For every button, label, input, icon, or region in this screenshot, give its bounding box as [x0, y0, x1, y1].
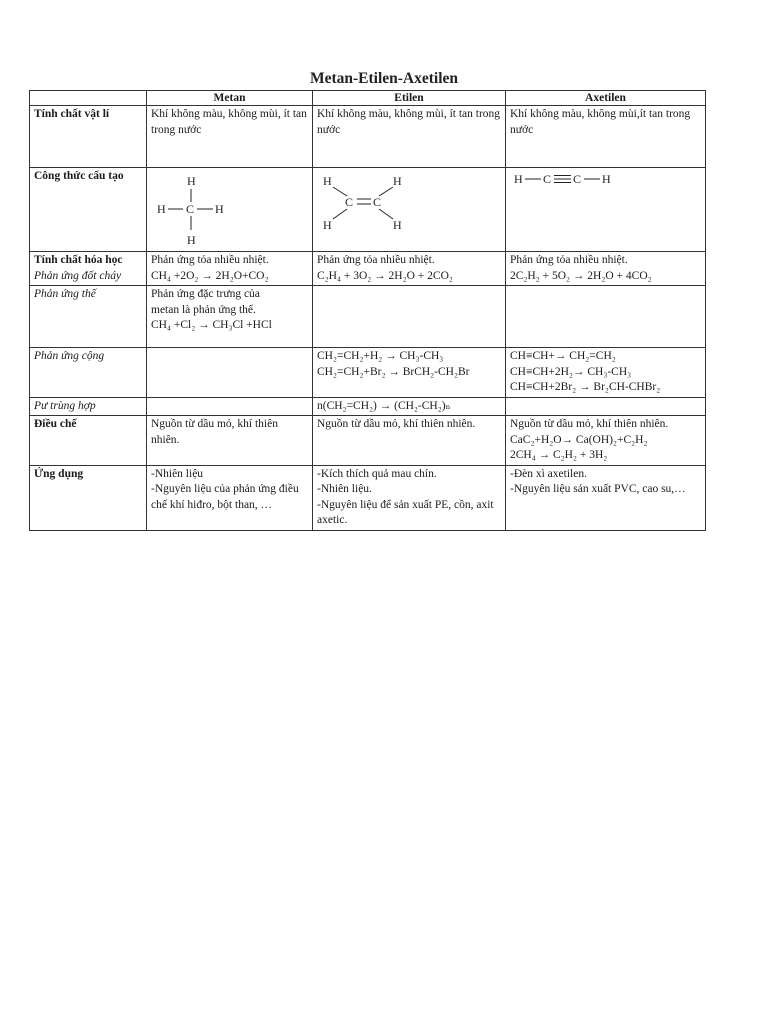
- cell-combustion-etilen: [313, 252, 506, 286]
- combustion-axetilen-equation: 2C₂H₂ + 5O₂ → 2H₂O + 4CO₂: [510, 269, 652, 282]
- metan-atom-h-bottom: H: [187, 233, 196, 247]
- metan-atom-h-left: H: [157, 202, 166, 216]
- cell-polymer-metan: [147, 397, 313, 416]
- etilen-atom-h3: H: [323, 218, 332, 232]
- row-label-polymerization: Pư trùng hợp: [30, 397, 147, 416]
- application-metan-item-2: -Nguyên liệu của phản ứng điều chế khí hiđro, bột than, …: [151, 483, 299, 511]
- preparation-axetilen-equation-2: 2CH₄ → C₂H₂ + 3H₂: [510, 449, 608, 461]
- metan-atom-h-top: H: [187, 174, 196, 188]
- axetilen-atom-h1: H: [514, 172, 523, 186]
- comparison-table: [29, 90, 706, 531]
- application-metan-item-1: -Nhiên liệu: [151, 467, 204, 480]
- header-axetilen: Axetilen: [506, 91, 706, 106]
- application-axetilen-item-1: -Đèn xì axetilen.: [510, 467, 587, 480]
- row-label-preparation: Điều chế: [30, 416, 147, 466]
- combustion-etilen-equation: C₂H₄ + 3O₂ → 2H₂O + 2CO₂: [317, 269, 453, 282]
- combustion-etilen-note: Phản ứng tỏa nhiều nhiệt.: [317, 254, 435, 266]
- substitution-metan-equation: CH₄ +Cl₂ → CH₃Cl +HCl: [151, 319, 272, 331]
- etilen-atom-h2: H: [393, 174, 402, 188]
- cell-substitution-etilen: [313, 286, 506, 348]
- axetilen-atom-c2: C: [573, 172, 582, 186]
- row-chemical-properties: [30, 252, 706, 286]
- cell-physical-axetilen: Khí không màu, không mùi,ít tan trong nước: [506, 106, 706, 168]
- addition-etilen-equation-2: CH₂=CH₂+Br₂ → BrCH₂-CH₂Br: [317, 365, 470, 378]
- cell-preparation-metan: Nguồn từ dầu mỏ, khí thiên nhiên.: [147, 416, 313, 466]
- metan-structure-diagram: [151, 169, 301, 249]
- combustion-axetilen-note: Phản ứng tỏa nhiều nhiệt.: [510, 254, 628, 266]
- metan-atom-c: C: [186, 202, 195, 216]
- substitution-metan-line2: metan là phản ứng thế.: [151, 303, 256, 316]
- row-label-substitution: Phản ứng thế: [30, 286, 147, 348]
- row-substitution: [30, 286, 706, 348]
- cell-polymer-axetilen: [506, 397, 706, 416]
- cell-polymer-etilen: n(CH₂=CH₂) → (CH₂-CH₂)ₙ: [313, 397, 506, 416]
- row-label-application: Ứng dụng: [30, 465, 147, 530]
- axetilen-structure-diagram: [510, 169, 700, 199]
- row-polymerization: [30, 397, 706, 416]
- application-axetilen-item-2: -Nguyên liệu sản xuất PVC, cao su,…: [510, 483, 686, 495]
- etilen-atom-c2: C: [373, 195, 382, 209]
- addition-axetilen-equation-2: CH≡CH+2H₂→ CH₃-CH₃: [510, 365, 632, 378]
- header-empty: [30, 91, 147, 106]
- cell-addition-etilen: [313, 348, 506, 398]
- row-label-addition: Phản ứng cộng: [30, 348, 147, 398]
- row-label-chemical: [30, 252, 147, 286]
- cell-addition-axetilen: [506, 348, 706, 398]
- cell-structure-etilen: [313, 168, 506, 252]
- preparation-axetilen-equation-1: CaC₂+H₂O→ Ca(OH)₂+C₂H₂: [510, 433, 648, 446]
- row-structural-formula: [30, 168, 706, 252]
- etilen-atom-h4: H: [393, 218, 402, 232]
- axetilen-atom-c1: C: [543, 172, 552, 186]
- cell-preparation-axetilen: [506, 416, 706, 466]
- cell-application-metan: [147, 465, 313, 530]
- addition-axetilen-equation-3: CH≡CH+2Br₂ → Br₂CH-CHBr₂: [510, 381, 661, 393]
- row-label-physical: Tính chất vật lí: [30, 106, 147, 168]
- row-label-chemical-title: Tính chất hóa học: [34, 254, 123, 266]
- row-preparation: [30, 416, 706, 466]
- combustion-metan-equation: CH₄ +2O₂ → 2H₂O+CO₂: [151, 269, 269, 282]
- combustion-metan-note: Phản ứng tỏa nhiều nhiệt.: [151, 254, 269, 266]
- header-etilen: Etilen: [313, 91, 506, 106]
- cell-physical-etilen: Khí không màu, không mùi, ít tan trong nước: [313, 106, 506, 168]
- substitution-metan-line1: Phản ứng đặc trưng của: [151, 288, 260, 300]
- cell-preparation-etilen: Nguồn từ dầu mỏ, khí thiên nhiên.: [313, 416, 506, 466]
- etilen-atom-c1: C: [345, 195, 354, 209]
- header-row: [30, 91, 706, 106]
- row-addition: [30, 348, 706, 398]
- application-etilen-item-1: -Kích thích quả mau chín.: [317, 467, 437, 480]
- metan-atom-h-right: H: [215, 202, 224, 216]
- etilen-structure-diagram: [317, 169, 497, 249]
- application-etilen-item-3: -Nguyên liệu để sản xuất PE, cồn, axit axetic.: [317, 498, 494, 526]
- application-etilen-item-2: -Nhiên liệu.: [317, 483, 372, 495]
- preparation-axetilen-source: Nguồn từ dầu mỏ, khí thiên nhiên.: [510, 418, 669, 430]
- cell-application-etilen: [313, 465, 506, 530]
- row-label-combustion: Phản ứng đốt cháy: [34, 269, 122, 282]
- row-physical-properties: [30, 106, 706, 168]
- cell-substitution-metan: [147, 286, 313, 348]
- cell-structure-axetilen: [506, 168, 706, 252]
- cell-physical-metan: Khí không màu, không mùi, ít tan trong nước: [147, 106, 313, 168]
- header-metan: Metan: [147, 91, 313, 106]
- addition-etilen-equation-1: CH₂=CH₂+H₂ → CH₃-CH₃: [317, 350, 444, 362]
- document-title: Metan-Etilen-Axetilen: [309, 70, 459, 87]
- cell-combustion-axetilen: [506, 252, 706, 286]
- addition-axetilen-equation-1: CH≡CH+→ CH₂=CH₂: [510, 350, 616, 362]
- etilen-atom-h1: H: [323, 174, 332, 188]
- row-label-structure: Công thức cấu tạo: [30, 168, 147, 252]
- cell-addition-metan: [147, 348, 313, 398]
- cell-substitution-axetilen: [506, 286, 706, 348]
- cell-structure-metan: [147, 168, 313, 252]
- axetilen-atom-h2: H: [602, 172, 611, 186]
- row-application: [30, 465, 706, 530]
- cell-combustion-metan: [147, 252, 313, 286]
- cell-application-axetilen: [506, 465, 706, 530]
